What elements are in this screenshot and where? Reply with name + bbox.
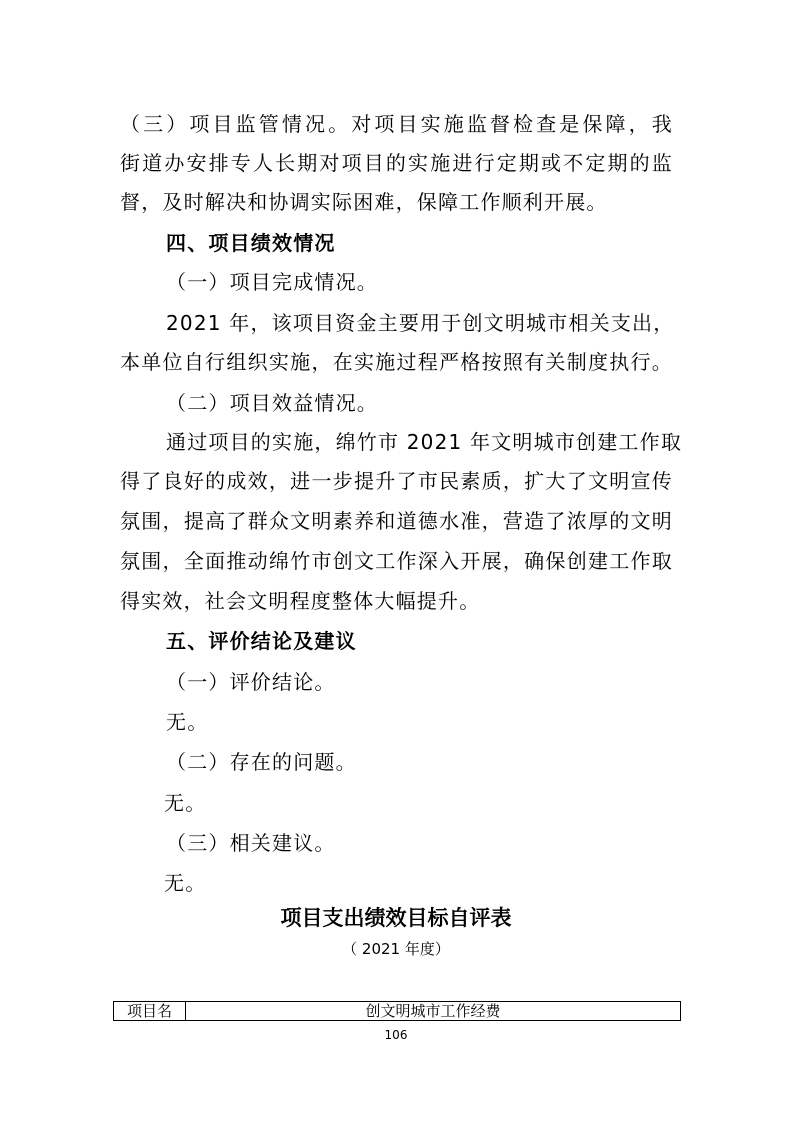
subheading-benefit: （二）项目效益情况。 bbox=[166, 391, 378, 415]
section-heading-conclusion: 五、评价结论及建议 bbox=[166, 629, 357, 653]
text-none-2: 无。 bbox=[164, 791, 207, 815]
paragraph-completion-line-1: 2021 年，该项目资金主要用于创文明城市相关支出， bbox=[166, 311, 675, 335]
subheading-completion: （一）项目完成情况。 bbox=[166, 270, 378, 294]
table-cell-project-name-label: 项目名 bbox=[114, 1002, 186, 1020]
table-subtitle: （ 2021 年度） bbox=[342, 940, 450, 958]
paragraph-benefit-line-1: 通过项目的实施，绵竹市 2021 年文明城市创建工作取 bbox=[166, 430, 683, 454]
paragraph-benefit-line-4: 氛围，全面推动绵竹市创文工作深入开展，确保创建工作取 bbox=[120, 549, 673, 573]
table-title: 项目支出绩效目标自评表 bbox=[280, 906, 512, 930]
paragraph-supervision-line-3: 督，及时解决和协调实际困难，保障工作顺利开展。 bbox=[120, 190, 608, 214]
table-cell-project-name-value: 创文明城市工作经费 bbox=[365, 1002, 501, 1020]
paragraph-supervision-line-1: （三）项目监管情况。对项目实施监督检查是保障，我 bbox=[120, 112, 673, 136]
subheading-problems: （二）存在的问题。 bbox=[166, 750, 357, 774]
text-none-1: 无。 bbox=[166, 710, 209, 734]
paragraph-completion-line-2: 本单位自行组织实施，在实施过程严格按照有关制度执行。 bbox=[120, 350, 673, 374]
paragraph-supervision-line-2: 街道办安排专人长期对项目的实施进行定期或不定期的监 bbox=[120, 151, 673, 175]
subheading-suggestions: （三）相关建议。 bbox=[166, 831, 336, 855]
self-evaluation-table bbox=[113, 1001, 681, 1021]
paragraph-benefit-line-3: 氛围，提高了群众文明素养和道德水准，营造了浓厚的文明 bbox=[120, 509, 673, 533]
text-none-3: 无。 bbox=[164, 871, 207, 895]
subheading-evaluation: （一）评价结论。 bbox=[166, 670, 336, 694]
paragraph-benefit-line-2: 得了良好的成效，进一步提升了市民素质，扩大了文明宣传 bbox=[120, 469, 673, 493]
section-heading-performance: 四、项目绩效情况 bbox=[166, 231, 336, 255]
page-number: 106 bbox=[384, 1028, 408, 1042]
paragraph-benefit-line-5: 得实效，社会文明程度整体大幅提升。 bbox=[120, 589, 481, 613]
